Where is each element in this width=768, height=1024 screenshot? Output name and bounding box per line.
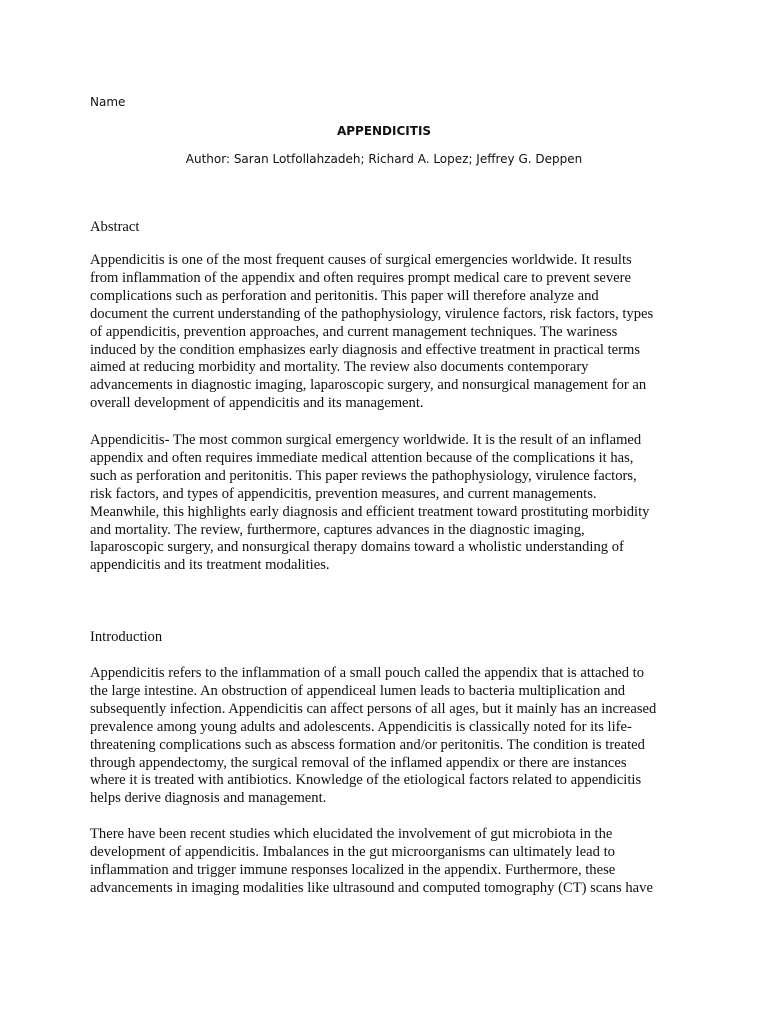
abstract-heading: Abstract (90, 219, 140, 235)
text-line: risk factors, and types of appendicitis, prevention measures, and current managements. (90, 485, 597, 502)
abstract-paragraph-2 (90, 432, 682, 575)
text-line: development of appendicitis. Imbalances in the gut microorganisms can ultimately lead to (90, 843, 615, 860)
text-line: Appendicitis refers to the inflammation of a small pouch called the appendix that is attached to (90, 665, 644, 681)
text-line: Appendicitis is one of the most frequent causes of surgical emergencies worldwide. It results (90, 252, 632, 268)
text-line: the large intestine. An obstruction of appendiceal lumen leads to bacteria multiplication and (90, 682, 626, 699)
text-line: of appendicitis, prevention approaches, and current management techniques. The wariness (90, 323, 618, 340)
text-line: advancements in imaging modalities like ultrasound and computed tomography (CT) scans have (90, 879, 653, 896)
text-line: through appendectomy, the surgical removal of the inflamed appendix or there are instances (90, 754, 627, 771)
text-line: and mortality. The review, furthermore, captures advances in the diagnostic imaging, (90, 521, 585, 538)
text-line: advancements in diagnostic imaging, laparoscopic surgery, and nonsurgical management for an (90, 377, 647, 394)
text-line: Meanwhile, this highlights early diagnosis and efficient treatment toward prostituting morbidity (90, 503, 650, 520)
text-line: overall development of appendicitis and its management. (90, 395, 424, 412)
text-line: There have been recent studies which elucidated the involvement of gut microbiota in the (90, 826, 613, 842)
text-line: from inflammation of the appendix and often requires prompt medical care to prevent severe (90, 269, 631, 286)
name-label: Name (90, 95, 126, 109)
introduction-paragraph-1 (90, 665, 682, 808)
text-line: aimed at reducing morbidity and mortality. The review also documents contemporary (90, 359, 589, 376)
text-line: helps derive diagnosis and management. (90, 790, 327, 807)
text-line: subsequently infection. Appendicitis can affect persons of all ages, but it mainly has an increased (90, 700, 657, 717)
document-author: Author: Saran Lotfollahzadeh; Richard A. Lopez; Jeffrey G. Deppen (185, 152, 583, 166)
text-line: laparoscopic surgery, and nonsurgical therapy domains toward a wholistic understanding of (90, 539, 624, 556)
text-line: such as perforation and peritonitis. This paper reviews the pathophysiology, virulence factors, (90, 467, 637, 484)
text-line: prevalence among young adults and adolescents. Appendicitis is classically noted for its life- (90, 718, 632, 735)
text-line: document the current understanding of the pathophysiology, virulence factors, risk factors, types (90, 305, 654, 322)
text-line: complications such as perforation and peritonitis. This paper will therefore analyze and (90, 287, 599, 304)
text-line: appendicitis and its treatment modalities. (90, 557, 330, 574)
abstract-paragraph-1 (90, 252, 682, 413)
text-line: threatening complications such as abscess formation and/or peritonitis. The condition is treated (90, 736, 645, 753)
document-title: APPENDICITIS (336, 124, 432, 138)
text-line: where it is treated with antibiotics. Knowledge of the etiological factors related to appendicitis (90, 772, 642, 789)
introduction-paragraph-2 (90, 826, 682, 898)
text-line: appendix and often requires immediate medical attention because of the complications it has, (90, 449, 634, 466)
text-line: inflammation and trigger immune responses localized in the appendix. Furthermore, these (90, 861, 616, 878)
text-line: Appendicitis- The most common surgical emergency worldwide. It is the result of an inflamed (90, 432, 642, 448)
introduction-heading: Introduction (90, 629, 163, 645)
text-line: induced by the condition emphasizes early diagnosis and effective treatment in practical terms (90, 341, 641, 358)
